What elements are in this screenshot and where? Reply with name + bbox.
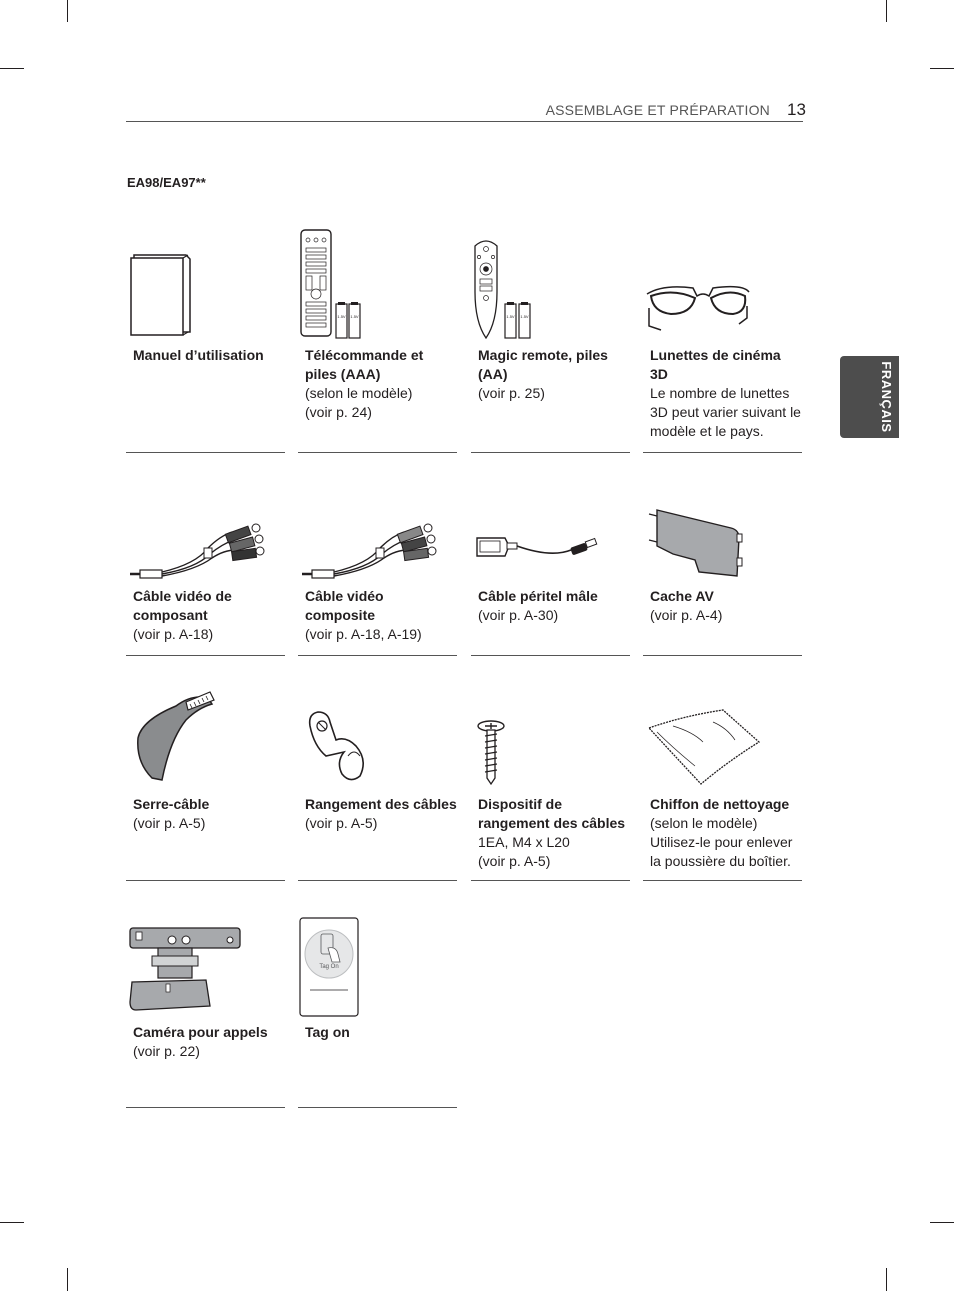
- item-detail: (voir p. A-5): [478, 853, 551, 869]
- item-screw-holder: [471, 686, 630, 882]
- item-detail: Le nombre de lunettes 3D peut varier suivant le modèle et le pays.: [650, 385, 801, 439]
- component-cable-illustration: [126, 500, 285, 590]
- item-title: Cache AV: [650, 588, 714, 604]
- item-detail: (voir p. 25): [478, 385, 545, 401]
- magic-remote-illustration: [471, 222, 630, 342]
- battery-label: 1.5V: [520, 314, 529, 319]
- battery-label: 1.5V: [350, 314, 359, 319]
- item-detail: (voir p. A-18, A-19): [305, 626, 422, 642]
- item-title: Lunettes de cinéma 3D: [650, 347, 781, 382]
- item-component-cable: [126, 500, 285, 658]
- language-tab-label: FRANÇAIS: [879, 361, 894, 433]
- item-divider: [126, 1107, 285, 1108]
- item-detail: Utilisez-le pour enlever la poussière du boîtier.: [650, 834, 793, 869]
- item-detail: (selon le modèle): [305, 385, 413, 401]
- language-tab: [840, 356, 899, 438]
- crop-mark: [930, 68, 954, 69]
- item-detail: (voir p. 24): [305, 404, 372, 420]
- item-av-cover: [643, 500, 802, 658]
- page-number: 13: [787, 100, 806, 119]
- item-3d-glasses: [643, 222, 802, 454]
- item-divider: [643, 880, 802, 881]
- tag-on-illustration: [298, 912, 457, 1022]
- crop-mark: [0, 1222, 24, 1223]
- item-title: Caméra pour appels: [133, 1024, 268, 1040]
- item-detail: (voir p. A-4): [650, 607, 723, 623]
- item-divider: [298, 1107, 457, 1108]
- item-title: Tag on: [305, 1024, 350, 1040]
- scart-cable-illustration: [471, 500, 630, 590]
- section-title: ASSEMBLAGE ET PRÉPARATION: [545, 102, 770, 118]
- crop-mark: [67, 0, 68, 22]
- item-camera: [126, 912, 285, 1110]
- item-divider: [471, 880, 630, 881]
- item-manual: [126, 222, 285, 454]
- remote-illustration: [298, 222, 457, 342]
- item-detail: (voir p. A-30): [478, 607, 559, 623]
- item-title: Câble vidéo composite: [305, 588, 384, 623]
- model-label: EA98/EA97**: [127, 175, 206, 190]
- battery-label: 1.5V: [337, 314, 346, 319]
- item-divider: [643, 655, 802, 656]
- item-divider: [298, 452, 457, 453]
- item-title: Câble vidéo de composant: [133, 588, 232, 623]
- item-divider: [126, 880, 285, 881]
- crop-mark: [886, 1268, 887, 1291]
- item-divider: [471, 655, 630, 656]
- item-title: Chiffon de nettoyage: [650, 796, 790, 812]
- item-divider: [298, 655, 457, 656]
- battery-label: 1.5V: [506, 314, 515, 319]
- composite-cable-illustration: [298, 500, 457, 590]
- manual-illustration: [126, 222, 285, 342]
- item-title: Dispositif de rangement des câbles: [478, 796, 626, 831]
- item-title: Télécommande et piles (AAA): [305, 347, 424, 382]
- item-detail: (selon le modèle): [650, 815, 758, 831]
- item-cable-tie: [126, 686, 285, 882]
- item-cleaning-cloth: [643, 686, 802, 882]
- camera-illustration: [126, 912, 285, 1022]
- item-scart-cable: [471, 500, 630, 658]
- item-title: Câble péritel mâle: [478, 588, 598, 604]
- cloth-illustration: [643, 686, 802, 796]
- item-divider: [126, 655, 285, 656]
- item-divider: [643, 452, 802, 453]
- item-tag-on: [298, 912, 457, 1110]
- header-divider: [126, 121, 803, 122]
- item-detail: (voir p. A-5): [133, 815, 206, 831]
- item-cable-holder: [298, 686, 457, 882]
- cable-tie-illustration: [126, 686, 285, 796]
- item-detail: 1EA, M4 x L20: [478, 834, 570, 850]
- item-divider: [298, 880, 457, 881]
- crop-mark: [886, 0, 887, 22]
- item-divider: [126, 452, 285, 453]
- crop-mark: [930, 1222, 954, 1223]
- glasses-illustration: [643, 222, 802, 342]
- item-title: Magic remote, piles (AA): [478, 347, 608, 382]
- item-detail: (voir p. A-18): [133, 626, 214, 642]
- item-divider: [471, 452, 630, 453]
- crop-mark: [67, 1268, 68, 1291]
- item-title: Serre-câble: [133, 796, 210, 812]
- item-title: Manuel d’utilisation: [133, 347, 264, 363]
- tag-on-label: Tag On: [319, 964, 339, 970]
- av-cover-illustration: [643, 500, 802, 590]
- item-composite-cable: [298, 500, 457, 658]
- crop-mark: [0, 68, 24, 69]
- item-remote: [298, 222, 457, 454]
- cable-holder-illustration: [298, 686, 457, 796]
- item-magic-remote: [471, 222, 630, 454]
- screw-illustration: [471, 686, 630, 796]
- item-detail: (voir p. A-5): [305, 815, 378, 831]
- item-title: Rangement des câbles: [305, 796, 457, 812]
- item-detail: (voir p. 22): [133, 1043, 200, 1059]
